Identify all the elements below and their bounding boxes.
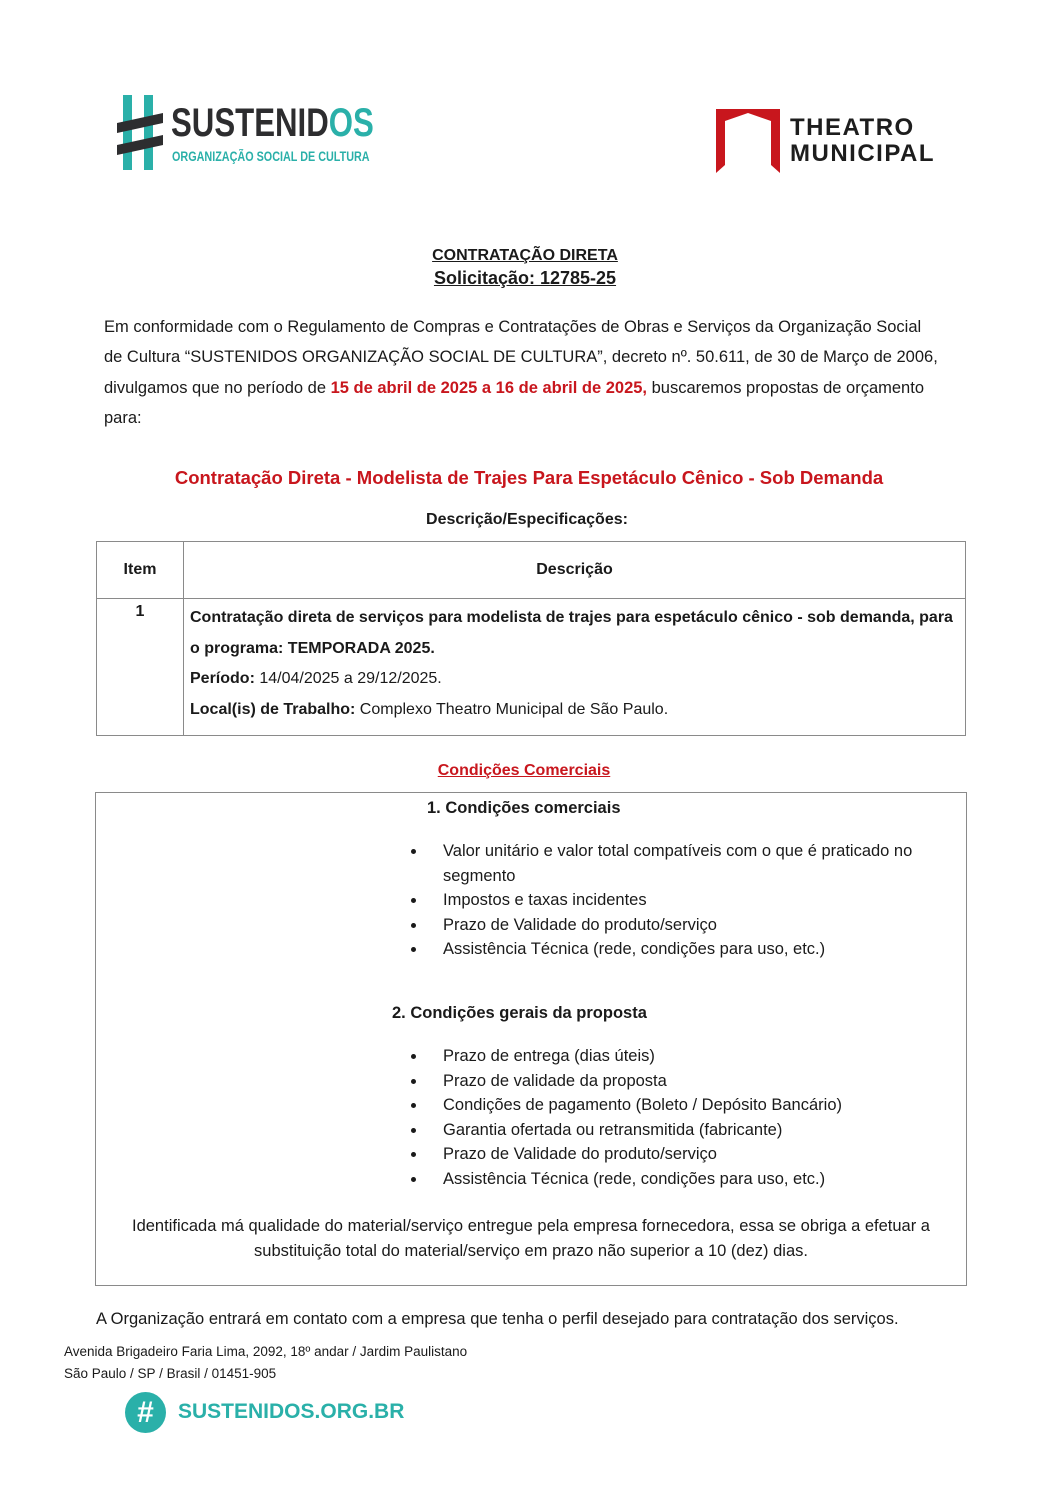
list-item: Impostos e taxas incidentes bbox=[405, 888, 963, 913]
address-line-1: Avenida Brigadeiro Faria Lima, 2092, 18º andar / Jardim Paulistano bbox=[64, 1344, 468, 1359]
period-highlight: 15 de abril de 2025 a 16 de abril de 2025, bbox=[330, 378, 648, 397]
theatro-municipal-logo bbox=[716, 109, 956, 173]
header-description: Descrição bbox=[184, 542, 966, 599]
municipal-text: MUNICIPAL bbox=[790, 140, 936, 167]
footer-logo bbox=[125, 1391, 405, 1435]
list-item: Condições de pagamento (Boleto / Depósito Bancário) bbox=[405, 1093, 963, 1118]
list-item: Valor unitário e valor total compatíveis com o que é praticado no segmento bbox=[405, 839, 963, 888]
list-item: Assistência Técnica (rede, condições para uso, etc.) bbox=[405, 1167, 963, 1192]
website-url[interactable]: SUSTENIDOS.ORG.BR bbox=[178, 1400, 405, 1423]
list-item: Prazo de Validade do produto/serviço bbox=[405, 1142, 963, 1167]
quality-clause: Identificada má qualidade do material/serviço entregue pela empresa fornecedora, essa se obriga a efetuar a substituição total do material/serviço em prazo não superior a 10 (dez) dias. bbox=[132, 1217, 930, 1260]
address-line-2: São Paulo / SP / Brasil / 01451-905 bbox=[64, 1366, 277, 1381]
table-row bbox=[97, 599, 966, 736]
list-item: Assistência Técnica (rede, condições para uso, etc.) bbox=[405, 937, 963, 962]
header-item: Item bbox=[97, 542, 184, 599]
document-title: CONTRATAÇÃO DIRETA bbox=[432, 247, 618, 264]
section2-title: 2. Condições gerais da proposta bbox=[392, 1004, 647, 1022]
hash-icon bbox=[117, 95, 163, 170]
item-description: Contratação direta de serviços para modelista de trajes para espetáculo cênico - sob demanda, para o programa: TEMPORADA 2025. Período: 14/04/2025 a 29/12/2025. Local(is) de Trabalho: Complexo Theatro Municipal de São Paulo. bbox=[184, 599, 966, 736]
table-header-row bbox=[97, 542, 966, 599]
section1-title: 1. Condições comerciais bbox=[427, 799, 621, 817]
theatro-text: THEATRO bbox=[790, 114, 915, 141]
arch-icon bbox=[716, 109, 780, 173]
contract-subtitle: Contratação Direta - Modelista de Trajes Para Espetáculo Cênico - Sob Demanda bbox=[174, 467, 884, 488]
spec-table bbox=[96, 541, 966, 736]
sustenidos-logo bbox=[117, 95, 374, 170]
item-number: 1 bbox=[97, 599, 184, 736]
section1-list bbox=[405, 839, 963, 962]
list-item: Garantia ofertada ou retransmitida (fabricante) bbox=[405, 1118, 963, 1143]
hash-circle-icon: # bbox=[125, 1392, 166, 1433]
list-item: Prazo de validade da proposta bbox=[405, 1069, 963, 1094]
commercial-conditions-heading: Condições Comerciais bbox=[437, 762, 611, 779]
conditions-box bbox=[95, 792, 967, 1286]
sustenidos-wordmark: SUSTENIDOS bbox=[171, 101, 374, 145]
spec-heading: Descrição/Especificações: bbox=[426, 511, 628, 528]
intro-paragraph: Em conformidade com o Regulamento de Compras e Contratações de Obras e Serviços da Organização Social de Cultura “SUSTENIDOS ORGANIZAÇÃO SOCIAL DE CULTURA”, decreto nº. 50.611, de 30 de Março de 2006, divulgamos que no período de 15 de abril de 2025 a 16 de abril de 2025, buscaremos propostas de orçamento para: bbox=[104, 318, 938, 427]
sustenidos-tagline: ORGANIZAÇÃO SOCIAL DE CULTURA bbox=[172, 149, 370, 164]
section2-list bbox=[405, 1044, 963, 1192]
list-item: Prazo de Validade do produto/serviço bbox=[405, 913, 963, 938]
final-note: A Organização entrará em contato com a empresa que tenha o perfil desejado para contratação dos serviços. bbox=[96, 1310, 899, 1328]
list-item: Prazo de entrega (dias úteis) bbox=[405, 1044, 963, 1069]
request-number: Solicitação: 12785-25 bbox=[433, 268, 617, 288]
